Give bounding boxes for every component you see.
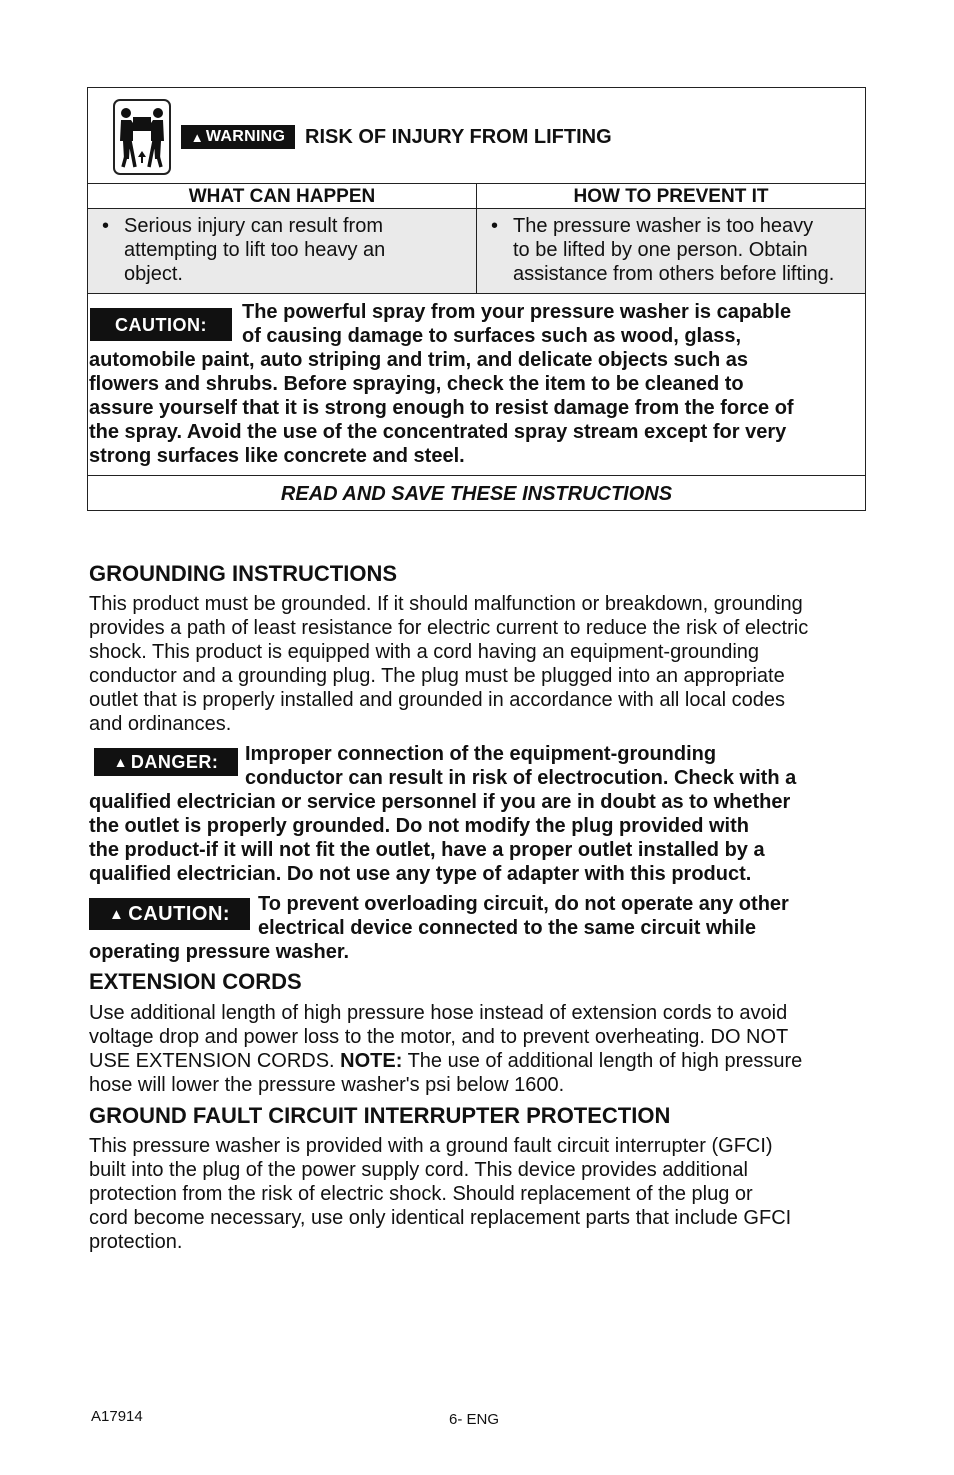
danger-line: Improper connection of the equipment-grounding — [245, 743, 717, 765]
gfci-heading: GROUND FAULT CIRCUIT INTERRUPTER PROTECTION — [89, 1103, 671, 1128]
gfci-paragraph — [89, 1134, 791, 1254]
circuit-caution-badge — [89, 898, 250, 930]
paragraph-line: cord become necessary, use only identical replacement parts that include GFCI — [89, 1207, 792, 1229]
what-line: attempting to lift too heavy an — [124, 239, 386, 261]
read-save-instructions: READ AND SAVE THESE INSTRUCTIONS — [88, 475, 865, 512]
warning-triangle-icon: ▲ — [113, 754, 128, 770]
what-line: object. — [124, 263, 183, 285]
caution-line: assure yourself that it is strong enough to resist damage from the force of — [89, 397, 794, 419]
paragraph-line: hose will lower the pressure washer's psi below 1600. — [89, 1074, 565, 1096]
paragraph-line: Use additional length of high pressure hose instead of extension cords to avoid — [89, 1002, 788, 1024]
paragraph-line: This product must be grounded. If it should malfunction or breakdown, grounding — [89, 593, 803, 615]
paragraph-line: shock. This product is equipped with a cord having an equipment-grounding — [89, 641, 760, 663]
note-label: NOTE: — [340, 1050, 403, 1072]
how-line: The pressure washer is too heavy — [513, 215, 814, 237]
warning-badge-label: WARNING — [205, 128, 286, 145]
danger-badge-label: DANGER: — [130, 751, 219, 772]
hazard-table — [88, 183, 865, 294]
warning-triangle-icon: ▲ — [108, 905, 125, 923]
bullet: • — [491, 215, 499, 237]
caution-line: of causing damage to surfaces such as wood, glass, — [242, 325, 742, 347]
circuit-caution-lead — [258, 892, 789, 940]
danger-body — [89, 790, 790, 886]
how-cell — [477, 209, 865, 293]
warning-title: RISK OF INJURY FROM LIFTING — [305, 126, 612, 148]
paragraph-line: and ordinances. — [89, 713, 232, 735]
paragraph-line: This pressure washer is provided with a ground fault circuit interrupter (GFCI) — [89, 1135, 773, 1157]
danger-line: conductor can result in risk of electrocution. Check with a — [245, 767, 797, 789]
danger-lead — [245, 742, 796, 790]
caution-badge: CAUTION: — [90, 308, 232, 341]
warning-badge — [181, 125, 295, 149]
caution-line: The powerful spray from your pressure washer is capable — [242, 301, 792, 323]
warning-header — [88, 88, 865, 183]
danger-line: qualified electrician. Do not use any type of adapter with this product. — [89, 863, 752, 885]
caution-line: the spray. Avoid the use of the concentrated spray stream except for very — [89, 421, 787, 443]
paragraph-line: voltage drop and power loss to the motor, and to prevent overheating. DO NOT — [89, 1026, 789, 1048]
caution-line: strong surfaces like concrete and steel. — [89, 445, 465, 467]
paragraph-line: outlet that is properly installed and grounded in accordance with all local codes — [89, 689, 785, 711]
caution-body — [89, 348, 794, 468]
document-id: A17914 — [91, 1408, 143, 1425]
spray-caution — [88, 296, 865, 476]
danger-line: the product-if it will not fit the outlet, have a proper outlet installed by a — [89, 839, 765, 861]
grounding-paragraph — [89, 592, 808, 736]
text-span: The use of additional length of high pressure — [402, 1050, 803, 1072]
caution-lead — [242, 300, 791, 348]
paragraph-line: protection from the risk of electric shock. Should replacement of the plug or — [89, 1183, 753, 1205]
paragraph-line: provides a path of least resistance for electric current to reduce the risk of electric — [89, 617, 809, 639]
danger-line: the outlet is properly grounded. Do not modify the plug provided with — [89, 815, 749, 837]
paragraph-line: protection. — [89, 1231, 183, 1253]
what-line: Serious injury can result from — [124, 215, 383, 237]
two-person-lift-icon — [113, 99, 171, 175]
paragraph-line: built into the plug of the power supply cord. This device provides additional — [89, 1159, 748, 1181]
lifting-warning-box — [87, 87, 866, 511]
column-how-to-prevent: HOW TO PREVENT IT — [573, 186, 769, 207]
how-line: assistance from others before lifting. — [513, 263, 835, 285]
caution-badge-label: CAUTION: — [128, 902, 231, 925]
page-number: 6- ENG — [449, 1411, 500, 1428]
table-header — [88, 184, 865, 209]
column-what-can-happen: WHAT CAN HAPPEN — [88, 184, 477, 208]
how-line: to be lifted by one person. Obtain — [513, 239, 808, 261]
caution-line: electrical device connected to the same circuit while — [258, 917, 756, 939]
extension-heading: EXTENSION CORDS — [89, 969, 302, 994]
extension-paragraph — [89, 1001, 802, 1097]
circuit-caution-body — [89, 940, 349, 964]
caution-line: To prevent overloading circuit, do not operate any other — [258, 893, 789, 915]
danger-line: qualified electrician or service personnel if you are in doubt as to whether — [89, 791, 791, 813]
caution-line: automobile paint, auto striping and trim, and delicate objects such as — [89, 349, 748, 371]
grounding-heading: GROUNDING INSTRUCTIONS — [89, 561, 397, 586]
text-span: USE EXTENSION CORDS. — [89, 1050, 341, 1072]
paragraph-line — [89, 1049, 802, 1073]
paragraph-line: conductor and a grounding plug. The plug must be plugged into an appropriate — [89, 665, 785, 687]
what-cell — [88, 209, 477, 293]
table-row — [88, 209, 865, 293]
caution-line: flowers and shrubs. Before spraying, check the item to be cleaned to — [89, 373, 744, 395]
bullet: • — [102, 215, 110, 237]
caution-line: operating pressure washer. — [89, 941, 350, 963]
warning-triangle-icon: ▲ — [190, 129, 204, 145]
danger-badge — [94, 748, 238, 776]
